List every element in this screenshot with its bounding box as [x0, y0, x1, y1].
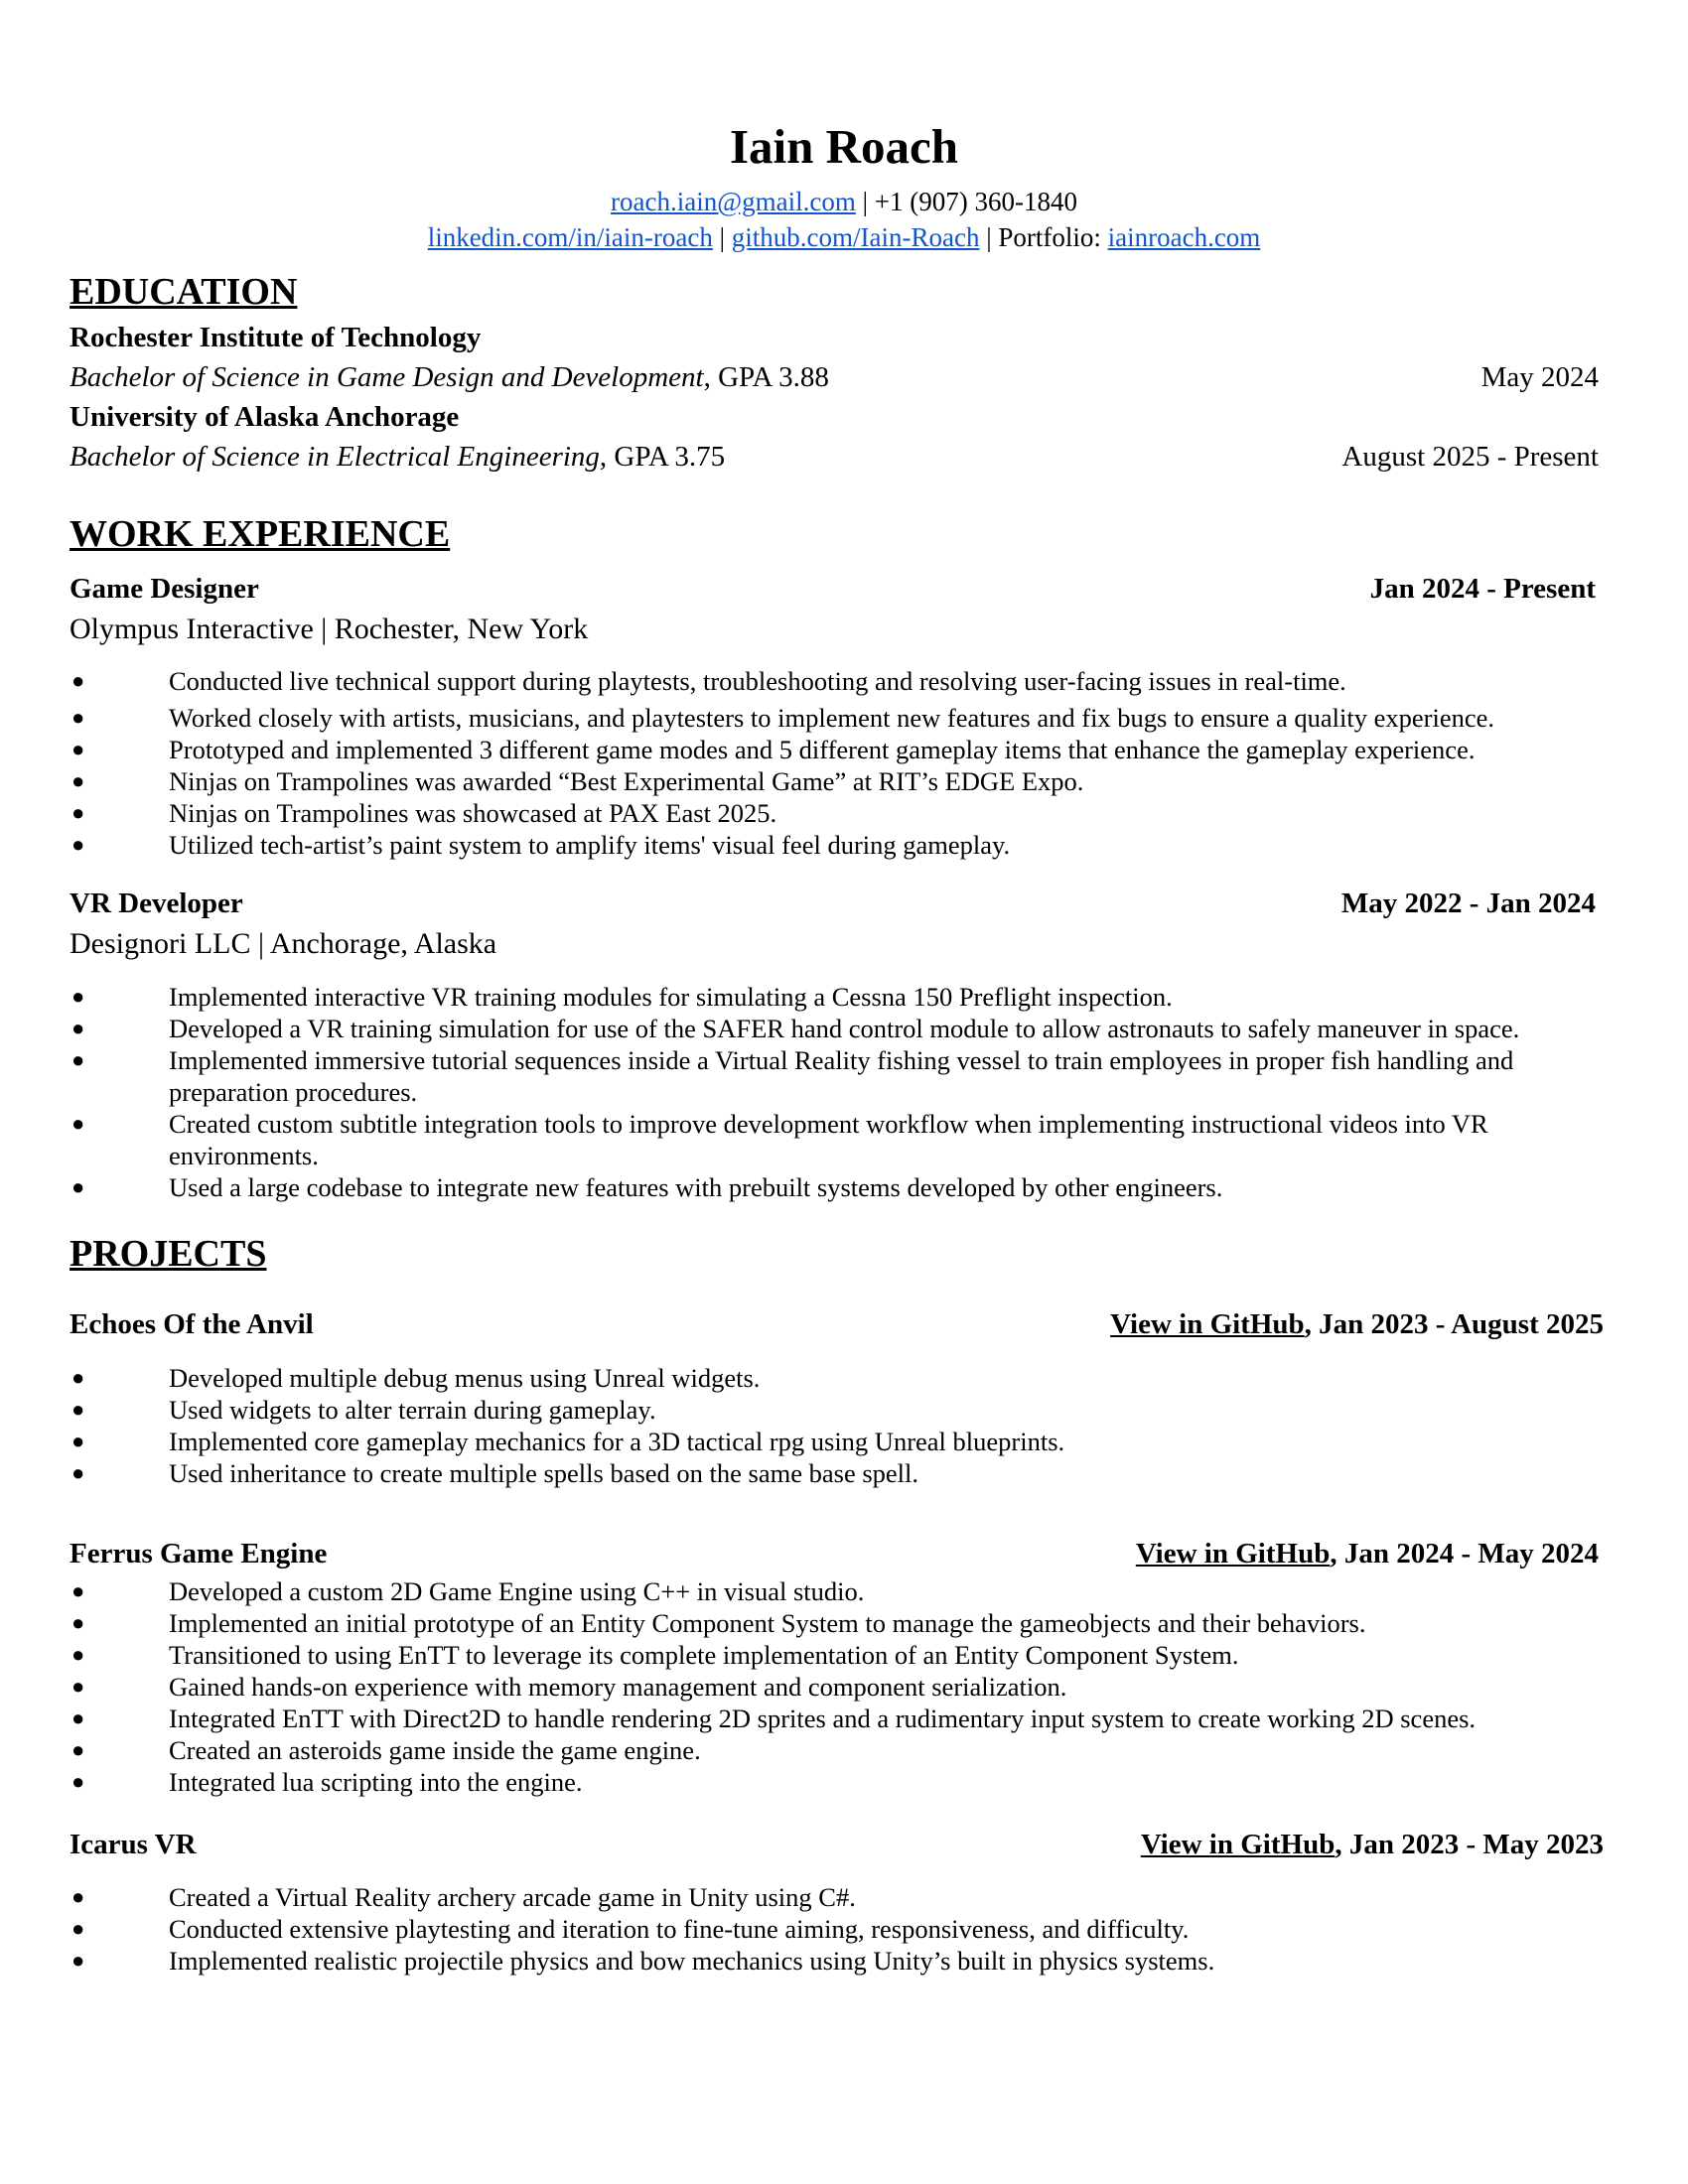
list-item: ● Developed multiple debug menus using Unreal widgets.	[71, 1363, 761, 1393]
list-item: ● Implemented interactive VR training modules for simulating a Cessna 150 Preflight inspection.	[71, 982, 1173, 1012]
github-project-link[interactable]: View in GitHub	[1135, 1538, 1331, 1570]
project-bullets	[70, 1575, 1618, 1798]
job-role: VR Developer	[70, 887, 243, 919]
bullet-dot: ●	[71, 1174, 85, 1199]
list-item: ● Used inheritance to create multiple spells based on the same base spell.	[71, 1458, 919, 1488]
bullet-dot: ●	[71, 1674, 85, 1699]
list-item: ● Integrated EnTT with Direct2D to handle rendering 2D sprites and a rudimentary input system to create working 2D scenes.	[71, 1704, 1477, 1733]
job-bullets	[70, 665, 1618, 861]
gpa-text: , GPA 3.88	[703, 361, 829, 393]
job-dates: May 2022 - Jan 2024	[1340, 887, 1596, 919]
project-name: Ferrus Game Engine	[70, 1538, 328, 1570]
work-experience-heading: WORK EXPERIENCE	[70, 513, 451, 555]
project-bullets	[70, 1881, 1618, 1977]
bullet-dot: ●	[71, 1111, 85, 1136]
project-dates: , Jan 2023 - May 2023	[1335, 1829, 1604, 1860]
list-item: ● Implemented immersive tutorial sequences inside a Virtual Reality fishing vessel to train employees in proper fish handling and preparation procedures.	[71, 1045, 1514, 1107]
bullet-dot: ●	[71, 1429, 85, 1453]
job-dates: Jan 2024 - Present	[1369, 573, 1596, 605]
project-title-row	[70, 1306, 1604, 1342]
bullet-dot: ●	[71, 668, 85, 693]
linkedin-link[interactable]: linkedin.com/in/iain-roach	[427, 222, 713, 252]
list-item: ● Used a large codebase to integrate new features with prebuilt systems developed by other engineers.	[71, 1172, 1223, 1202]
degree-date: May 2024	[1480, 361, 1599, 393]
bullet-dot: ●	[71, 1460, 85, 1485]
list-item: ● Utilized tech-artist’s paint system to amplify items' visual feel during gameplay.	[71, 830, 1011, 860]
bullet-dot: ●	[71, 737, 85, 761]
list-item: ● Ninjas on Trampolines was showcased at PAX East 2025.	[71, 798, 777, 828]
bullet-dot: ●	[71, 1610, 85, 1635]
project-title-row	[70, 1827, 1604, 1862]
job-title-row	[70, 886, 1596, 921]
project-bullets	[70, 1362, 1618, 1489]
project-name: Echoes Of the Anvil	[70, 1308, 314, 1340]
project-meta	[1110, 1306, 1604, 1342]
job-role: Game Designer	[70, 573, 259, 605]
github-link[interactable]: github.com/Iain-Roach	[731, 222, 980, 252]
list-item: ● Created an asteroids game inside the game engine.	[71, 1735, 701, 1765]
github-project-link[interactable]: View in GitHub	[1110, 1308, 1305, 1340]
bullet-dot: ●	[71, 1047, 85, 1072]
list-item: ● Transitioned to using EnTT to leverage its complete implementation of an Entity Component System.	[71, 1640, 1239, 1670]
list-item: ● Developed a VR training simulation for use of the SAFER hand control module to allow astronauts to safely maneuver in space.	[71, 1014, 1520, 1043]
education-heading: EDUCATION	[70, 271, 298, 313]
bullet-dot: ●	[71, 984, 85, 1009]
gpa-text: , GPA 3.75	[599, 441, 726, 473]
degree-title: Bachelor of Science in Game Design and Development	[70, 361, 704, 393]
portfolio-link[interactable]: iainroach.com	[1107, 222, 1261, 252]
list-item: ● Worked closely with artists, musicians, and playtesters to implement new features and fix bugs to ensure a quality experience.	[71, 703, 1495, 733]
school-name-text: Rochester Institute of Technology	[70, 322, 482, 353]
bullet-dot: ●	[71, 1948, 85, 1973]
degree-title: Bachelor of Science in Electrical Engineering	[70, 441, 600, 473]
list-item: ● Ninjas on Trampolines was awarded “Best Experimental Game” at RIT’s EDGE Expo.	[71, 766, 1084, 796]
bullet-dot: ●	[71, 800, 85, 825]
project-title-row	[70, 1536, 1599, 1571]
project-dates: , Jan 2023 - August 2025	[1304, 1308, 1604, 1340]
email-link[interactable]: roach.iain@gmail.com	[611, 187, 856, 216]
project-name: Icarus VR	[70, 1829, 197, 1860]
list-item: ● Developed a custom 2D Game Engine using C++ in visual studio.	[71, 1576, 865, 1606]
bullet-dot: ●	[71, 1769, 85, 1794]
school-name-text: University of Alaska Anchorage	[70, 401, 460, 433]
portfolio-label: | Portfolio:	[979, 222, 1108, 252]
degree-date: August 2025 - Present	[1341, 441, 1599, 473]
projects-heading: PROJECTS	[70, 1233, 267, 1275]
list-item: ● Gained hands-on experience with memory management and component serialization.	[71, 1672, 1067, 1702]
contact-line-1	[0, 185, 1688, 218]
job-title-row	[70, 571, 1596, 607]
project-meta	[1136, 1536, 1599, 1571]
degree-row	[70, 439, 1599, 475]
list-item: ● Integrated lua scripting into the engine.	[71, 1767, 583, 1797]
school-name	[70, 320, 1599, 355]
project-meta	[1141, 1827, 1604, 1862]
github-project-link[interactable]: View in GitHub	[1140, 1829, 1336, 1860]
degree-row	[70, 359, 1599, 395]
job-company: Olympus Interactive | Rochester, New York	[70, 613, 589, 645]
list-item: ● Created custom subtitle integration tools to improve development workflow when implementing instructional videos into VR environments.	[71, 1109, 1488, 1170]
bullet-dot: ●	[71, 1916, 85, 1941]
bullet-dot: ●	[71, 1016, 85, 1040]
bullet-dot: ●	[71, 1884, 85, 1909]
list-item: ● Implemented core gameplay mechanics for a 3D tactical rpg using Unreal blueprints.	[71, 1427, 1065, 1456]
list-item: ● Prototyped and implemented 3 different game modes and 5 different gameplay items that enhance the gameplay experience.	[71, 735, 1476, 764]
job-bullets	[70, 981, 1618, 1203]
bullet-dot: ●	[71, 1706, 85, 1730]
list-item: ● Conducted live technical support during playtests, troubleshooting and resolving user-facing issues in real-time.	[71, 666, 1346, 696]
degree-text	[70, 439, 725, 475]
degree-text	[70, 359, 829, 395]
job-company: Designori LLC | Anchorage, Alaska	[70, 927, 497, 960]
school-name	[70, 399, 1599, 435]
project-dates: , Jan 2024 - May 2024	[1330, 1538, 1599, 1570]
list-item: ● Used widgets to alter terrain during gameplay.	[71, 1395, 656, 1425]
candidate-name: Iain Roach	[729, 119, 959, 174]
bullet-dot: ●	[71, 1578, 85, 1603]
bullet-dot: ●	[71, 1737, 85, 1762]
bullet-dot: ●	[71, 705, 85, 730]
bullet-dot: ●	[71, 1397, 85, 1422]
bullet-dot: ●	[71, 832, 85, 857]
contact-line-2	[0, 220, 1688, 254]
bullet-dot: ●	[71, 768, 85, 793]
list-item: ● Conducted extensive playtesting and iteration to fine-tune aiming, responsiveness, and difficulty.	[71, 1914, 1190, 1944]
bullet-dot: ●	[71, 1365, 85, 1390]
phone-text: | +1 (907) 360-1840	[855, 187, 1077, 216]
list-item: ● Created a Virtual Reality archery arcade game in Unity using C#.	[71, 1882, 856, 1912]
list-item: ● Implemented an initial prototype of an Entity Component System to manage the gameobjects and their behaviors.	[71, 1608, 1366, 1638]
separator: |	[712, 222, 732, 252]
list-item: ● Implemented realistic projectile physics and bow mechanics using Unity’s built in physics systems.	[71, 1946, 1215, 1976]
bullet-dot: ●	[71, 1642, 85, 1667]
